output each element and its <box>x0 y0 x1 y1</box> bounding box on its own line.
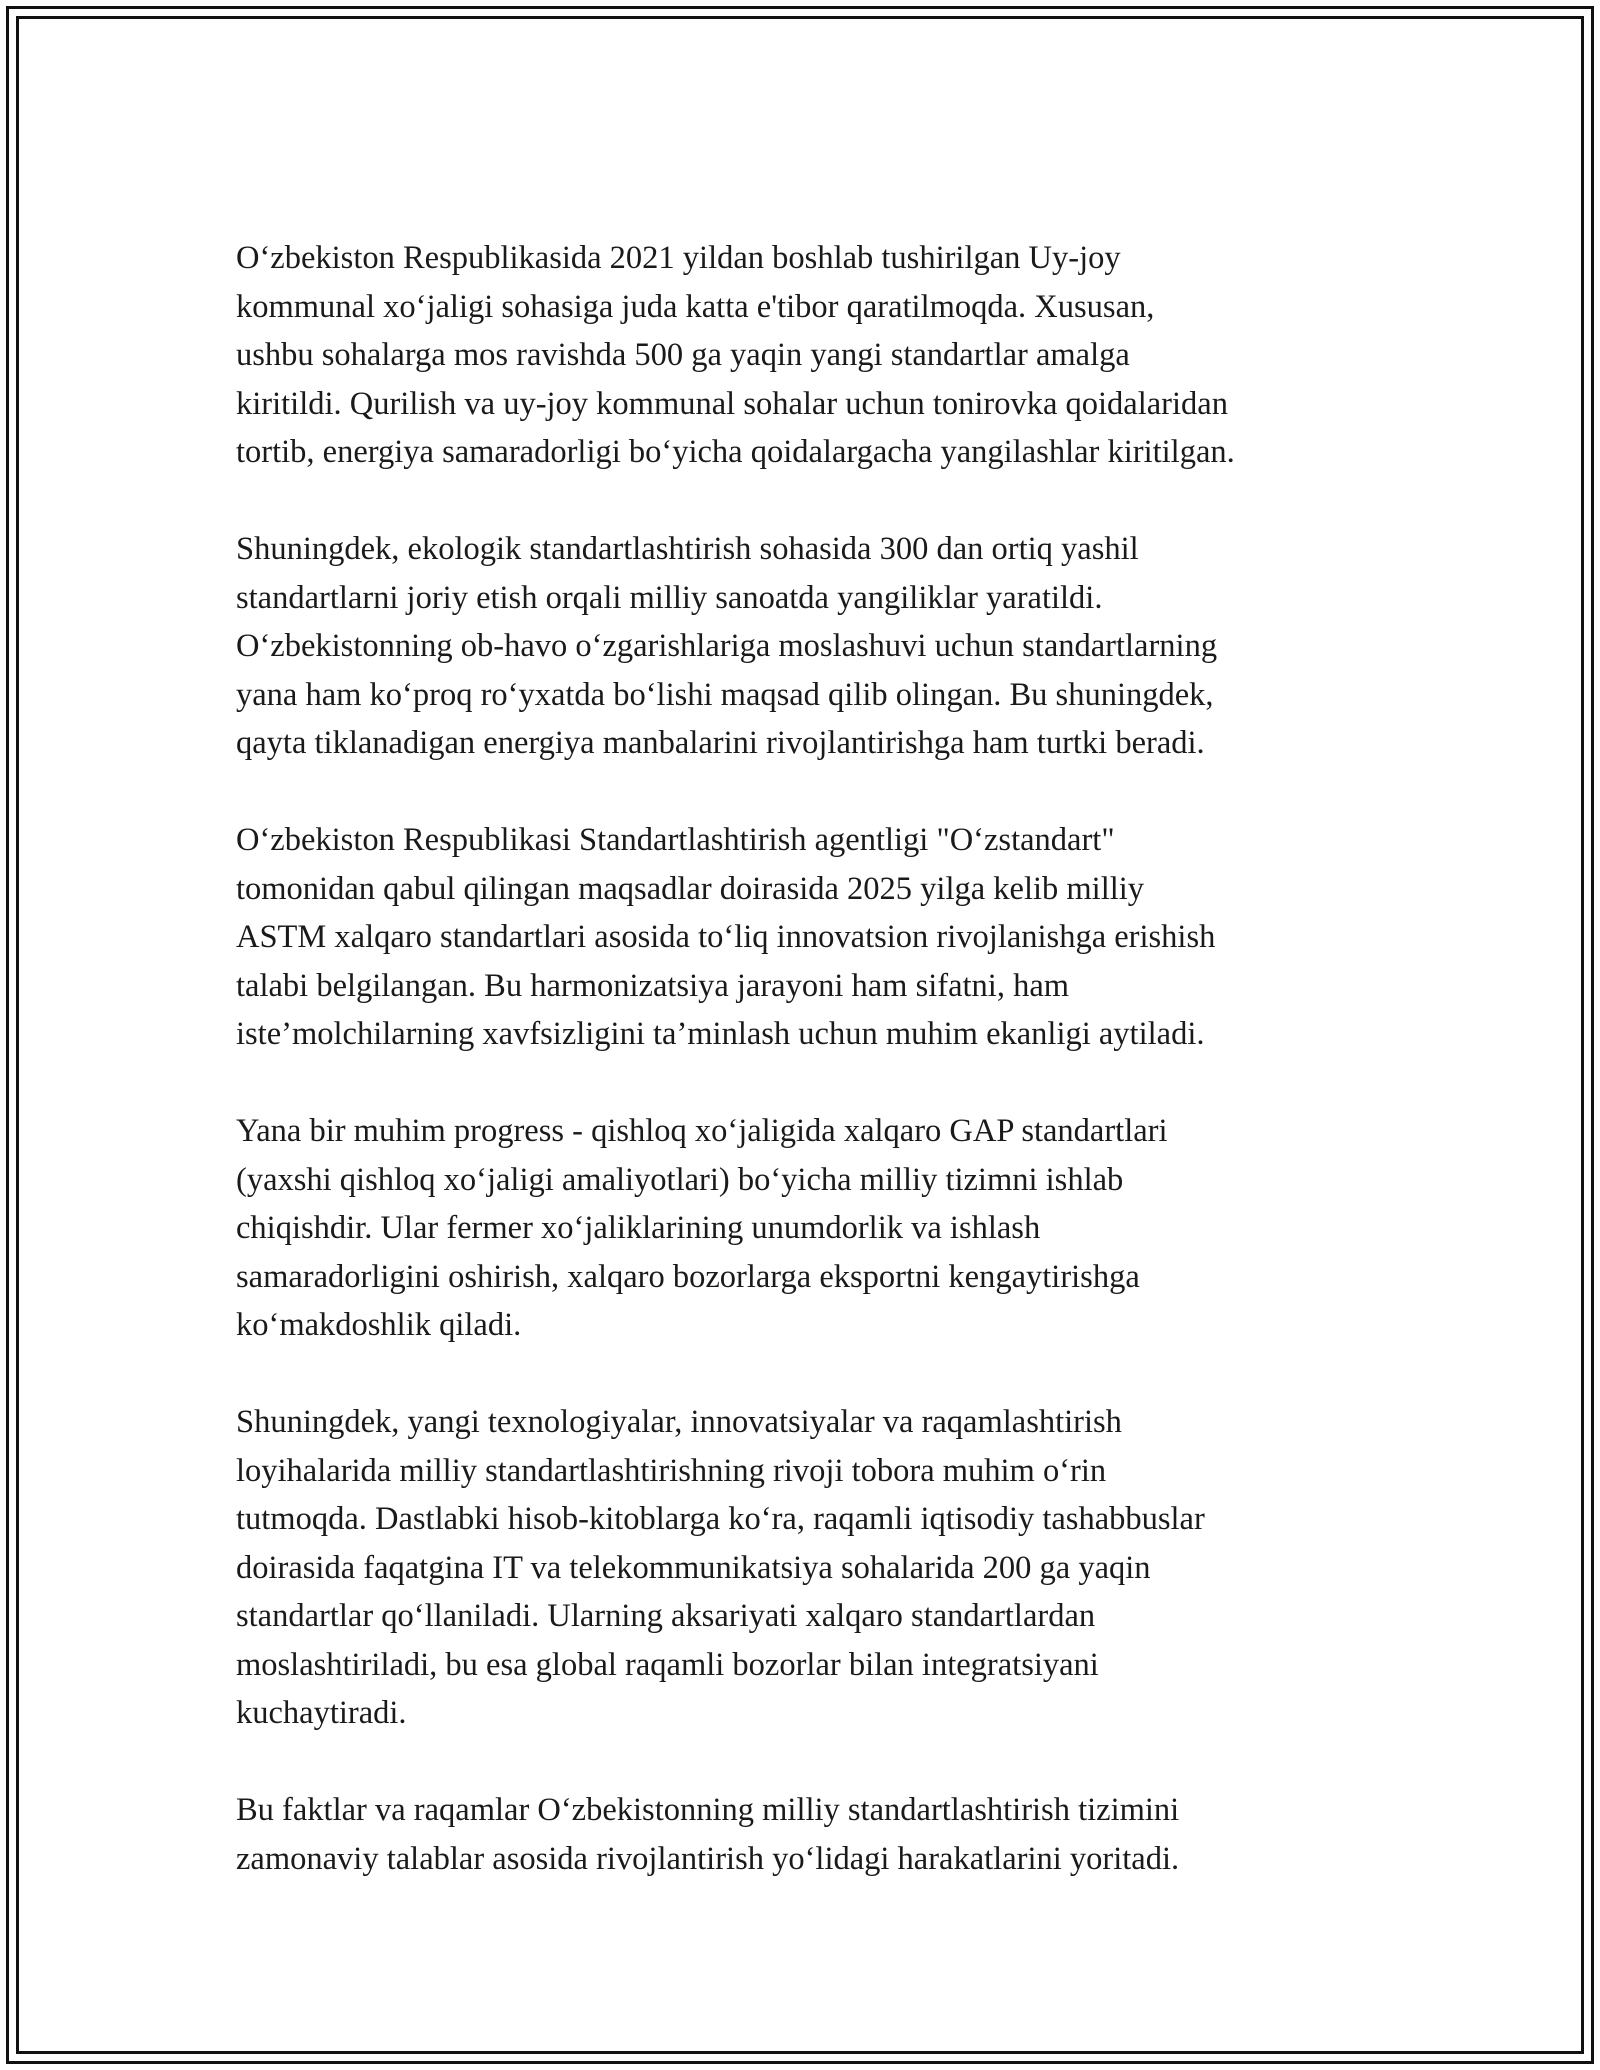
paragraph-ecological-standards <box>236 525 1386 768</box>
text-line: talabi belgilangan. Bu harmonizatsiya jarayoni ham sifatni, ham <box>236 967 1070 1004</box>
text-line: samaradorligini oshirish, xalqaro bozorlarga eksportni kengaytirishga <box>236 1258 1140 1295</box>
text-line: O‘zbekiston Respublikasi Standartlashtirish agentligi "O‘zstandart" <box>236 822 1115 858</box>
text-line: (yaxshi qishloq xo‘jaligi amaliyotlari) bo‘yicha milliy tizimni ishlab <box>236 1161 1124 1198</box>
text-line: ko‘makdoshlik qiladi. <box>236 1307 522 1343</box>
text-line: kuchaytiradi. <box>236 1695 407 1731</box>
text-line: O‘zbekiston Respublikasida 2021 yildan boshlab tushirilgan Uy-joy <box>236 240 1121 276</box>
text-line: ushbu sohalarga mos ravishda 500 ga yaqin yangi standartlar amalga <box>236 337 1130 373</box>
text-line: O‘zbekistonning ob-havo o‘zgarishlariga moslashuvi uchun standartlarning <box>236 628 1218 664</box>
paragraph-astm-goals <box>236 816 1386 1059</box>
text-line: zamonaviy talablar asosida rivojlantirish yo‘lidagi harakatlarini yoritadi. <box>236 1840 1180 1877</box>
text-line: Shuningdek, yangi texnologiyalar, innovatsiyalar va raqamlashtirish <box>236 1404 1122 1440</box>
text-line: chiqishdir. Ular fermer xo‘jaliklarining unumdorlik va ishlash <box>236 1210 1041 1246</box>
text-line: tortib, energiya samaradorligi bo‘yicha qoidalargacha yangilashlar kiritilgan. <box>236 434 1235 470</box>
paragraph-digital-standards <box>236 1398 1386 1738</box>
paragraph-housing-standards <box>236 234 1386 477</box>
paragraph-gap-agriculture <box>236 1107 1386 1350</box>
document-body <box>236 234 1386 1932</box>
text-line: iste’molchilarning xavfsizligini ta’minlash uchun muhim ekanligi aytiladi. <box>236 1016 1205 1052</box>
text-line: Bu faktlar va raqamlar O‘zbekistonning milliy standartlashtirish tizimini <box>236 1792 1180 1828</box>
text-line: qayta tiklanadigan energiya manbalarini rivojlantirishga ham turtki beradi. <box>236 725 1205 761</box>
text-line: kommunal xo‘jaligi sohasiga juda katta e'tibor qaratilmoqda. Xususan, <box>236 288 1155 325</box>
text-line: Shuningdek, ekologik standartlashtirish sohasida 300 dan ortiq yashil <box>236 531 1139 567</box>
text-line: tomonidan qabul qilingan maqsadlar doirasida 2025 yilga kelib milliy <box>236 870 1145 907</box>
text-line: loyihalarida milliy standartlashtirishning rivoji tobora muhim o‘rin <box>236 1452 1107 1489</box>
text-line: tutmoqda. Dastlabki hisob-kitoblarga ko‘ra, raqamli iqtisodiy tashabbuslar <box>236 1501 1205 1537</box>
text-line: yana ham ko‘proq ro‘yxatda bo‘lishi maqsad qilib olingan. Bu shuningdek, <box>236 676 1214 713</box>
text-line: standartlar qo‘llaniladi. Ularning aksariyati xalqaro standartlardan <box>236 1598 1096 1634</box>
text-line: standartlarni joriy etish orqali milliy sanoatda yangiliklar yaratildi. <box>236 579 1103 616</box>
text-line: moslashtiriladi, bu esa global raqamli bozorlar bilan integratsiyani <box>236 1646 1099 1683</box>
text-line: ASTM xalqaro standartlari asosida to‘liq innovatsion rivojlanishga erishish <box>236 919 1216 955</box>
paragraph-conclusion <box>236 1786 1386 1883</box>
text-line: doirasida faqatgina IT va telekommunikatsiya sohalarida 200 ga yaqin <box>236 1549 1151 1586</box>
text-line: Yana bir muhim progress - qishloq xo‘jaligida xalqaro GAP standartlari <box>236 1113 1168 1149</box>
text-line: kiritildi. Qurilish va uy-joy kommunal sohalar uchun tonirovka qoidalaridan <box>236 385 1228 422</box>
